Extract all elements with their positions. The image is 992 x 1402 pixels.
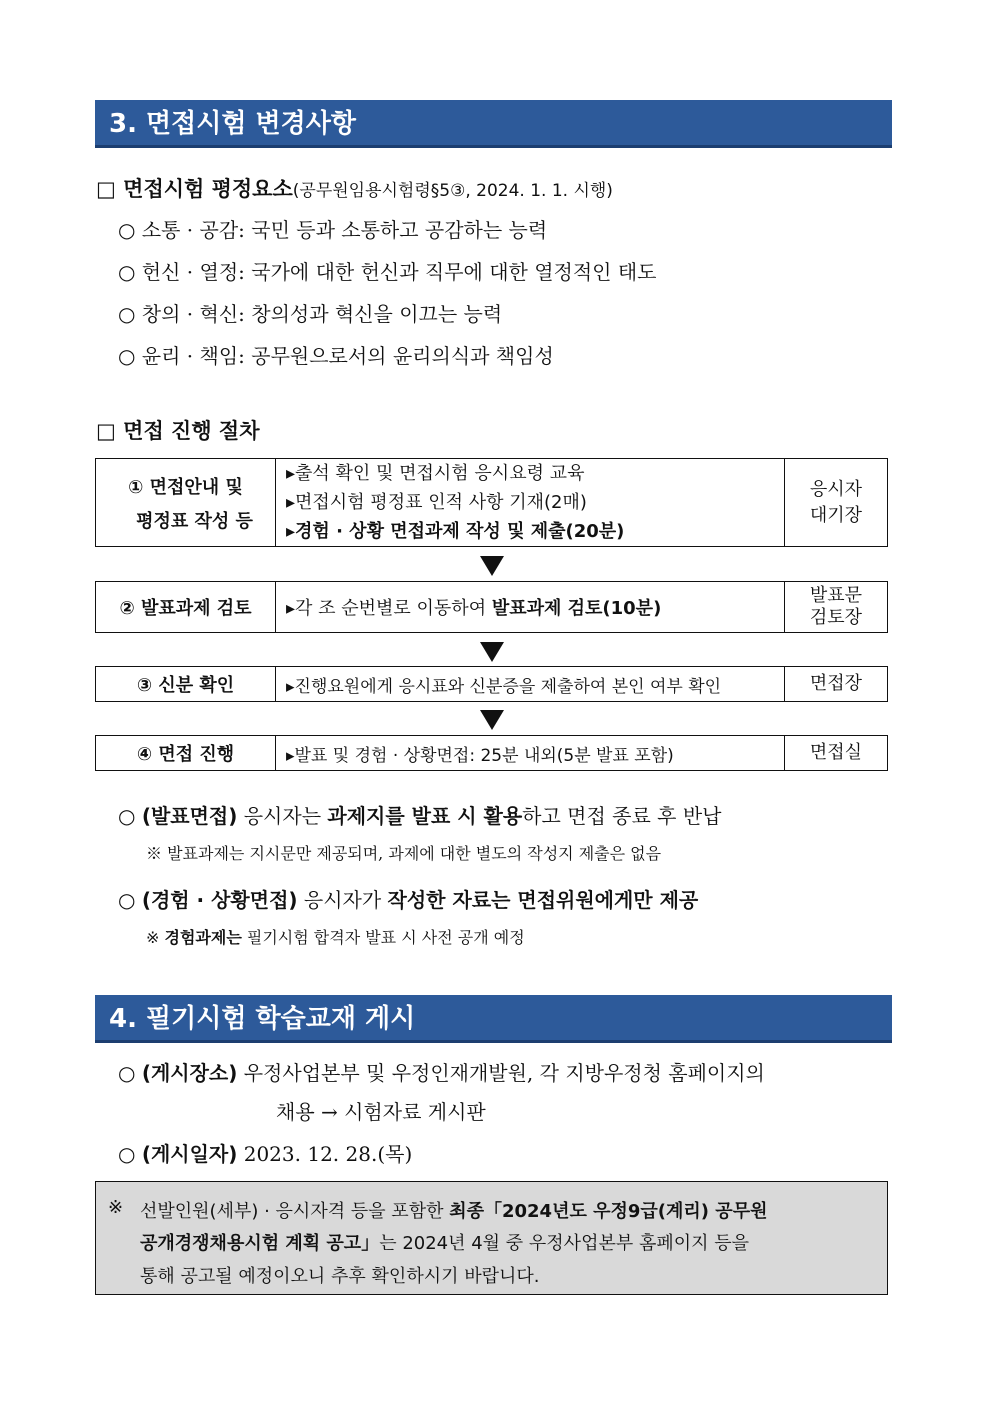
- step-1-details: [276, 459, 785, 546]
- step-2-name: ② 발표과제 검토: [96, 582, 276, 632]
- presentation-note: ※ 발표과제는 지시문만 제공되며, 과제에 대한 별도의 작성지 제출은 없음: [146, 844, 662, 863]
- notice-line-1-bold: 최종「2024년도 우정9급(계리) 공무원: [449, 1201, 768, 1222]
- eval-item-communication: ○ 소통 · 공감: 국민 등과 소통하고 공감하는 능력: [118, 218, 548, 242]
- notice-line-1-plain: 선발인원(세부) · 응시자격 등을 포함한: [140, 1201, 450, 1222]
- procedure-step-3: [95, 666, 888, 702]
- step-2-place-line2: 검토장: [809, 607, 863, 628]
- post-place: [118, 1057, 765, 1086]
- step-4-place: 면접실: [809, 742, 863, 763]
- eval-heading-ref: (공무원임용시험령§5③, 2024. 1. 1. 시행): [292, 181, 613, 201]
- arrow-down-icon: [480, 642, 504, 662]
- procedure-step-4: [95, 735, 888, 771]
- notice-line-3: 통해 공고될 예정이오니 추후 확인하시기 바랍니다.: [140, 1266, 540, 1287]
- arrow-down-icon: [480, 710, 504, 730]
- step-3-place: 면접장: [809, 673, 863, 694]
- procedure-step-2: [95, 581, 888, 633]
- post-date-bullet: ○: [118, 1142, 136, 1166]
- step-3-detail: ▸진행요원에게 응시표와 신분증을 제출하여 본인 여부 확인: [276, 667, 785, 701]
- step-2-detail-bold: 발표과제 검토(10분): [491, 598, 662, 619]
- experience-note-bold: 경험과제는: [164, 928, 242, 947]
- step-2-detail-plain: ▸각 조 순번별로 이동하여: [286, 598, 492, 619]
- step-1-name-line1: ① 면접안내 및: [128, 476, 243, 498]
- post-place-text2: 채용 → 시험자료 게시판: [276, 1100, 486, 1124]
- step-2-details: [276, 582, 785, 632]
- step-4-detail: ▸발표 및 경험 · 상황면접: 25분 내외(5분 발표 포함): [276, 736, 785, 770]
- eval-heading-title: □ 면접시험 평정요소: [96, 177, 293, 201]
- section-4-title: 4. 필기시험 학습교재 게시: [95, 995, 892, 1043]
- post-date: [118, 1138, 412, 1167]
- step-1-detail-1: ▸출석 확인 및 면접시험 응시요령 교육: [286, 463, 585, 484]
- notice-line-1: [140, 1197, 767, 1223]
- presentation-bold: 과제지를 발표 시 활용: [327, 804, 523, 828]
- procedure-step-1: [95, 458, 888, 547]
- experience-bullet: ○: [118, 888, 136, 912]
- post-place-text1: 우정사업본부 및 우정인재개발원, 각 지방우정청 홈페이지의: [243, 1061, 765, 1085]
- step-2-place: [785, 582, 887, 632]
- presentation-label: (발표면접): [141, 804, 238, 828]
- step-1-detail-2: ▸면접시험 평정표 인적 사항 기재(2매): [286, 492, 587, 513]
- step-1-detail-3: ▸경험 · 상황 면접과제 작성 및 제출(20분): [286, 521, 625, 542]
- experience-note: [146, 925, 525, 948]
- post-place-bullet: ○: [118, 1061, 136, 1085]
- step-2-place-line1: 발표문: [809, 585, 863, 606]
- presentation-bullet: ○: [118, 804, 136, 828]
- step-1-place: [785, 459, 887, 546]
- eval-heading: [96, 173, 613, 203]
- post-place-label: (게시장소): [141, 1061, 238, 1085]
- experience-bold: 작성한 자료는 면접위원에게만 제공: [387, 888, 699, 912]
- presentation-text1: 응시자는: [237, 804, 328, 828]
- experience-label: (경험 · 상황면접): [141, 888, 298, 912]
- notice-line-2-plain: 는 2024년 4월 중 우정사업본부 홈페이지 등을: [379, 1233, 750, 1254]
- experience-note-rest: 필기시험 합격자 발표 시 사전 공개 예정: [241, 928, 525, 947]
- notice-line-2: [140, 1229, 749, 1255]
- notice-box: [95, 1181, 888, 1295]
- notice-line-2-bold: 공개경쟁채용시험 계획 공고」: [140, 1233, 380, 1254]
- experience-interview: [118, 884, 698, 913]
- presentation-interview: [118, 800, 721, 829]
- step-1-place-line2: 대기장: [809, 504, 863, 526]
- post-date-text: 2023. 12. 28.(목): [243, 1142, 413, 1166]
- post-date-label: (게시일자): [141, 1142, 238, 1166]
- eval-item-creativity: ○ 창의 · 혁신: 창의성과 혁신을 이끄는 능력: [118, 302, 503, 326]
- experience-note-mark: ※: [146, 928, 165, 947]
- notice-mark: ※: [108, 1197, 124, 1218]
- procedure-heading: □ 면접 진행 절차: [96, 419, 260, 443]
- step-1-name-line2: 평정표 작성 등: [136, 510, 253, 532]
- step-1-place-line1: 응시자: [809, 478, 863, 500]
- presentation-text2: 하고 면접 종료 후 반납: [522, 804, 722, 828]
- step-3-name: ③ 신분 확인: [96, 667, 276, 701]
- eval-item-dedication: ○ 헌신 · 열정: 국가에 대한 헌신과 직무에 대한 열정적인 태도: [118, 260, 657, 284]
- section-3-title: 3. 면접시험 변경사항: [95, 100, 892, 148]
- step-1-name: [96, 459, 276, 546]
- experience-text1: 응시자가: [297, 888, 388, 912]
- step-4-name: ④ 면접 진행: [96, 736, 276, 770]
- eval-item-ethics: ○ 윤리 · 책임: 공무원으로서의 윤리의식과 책임성: [118, 344, 554, 368]
- arrow-down-icon: [480, 556, 504, 576]
